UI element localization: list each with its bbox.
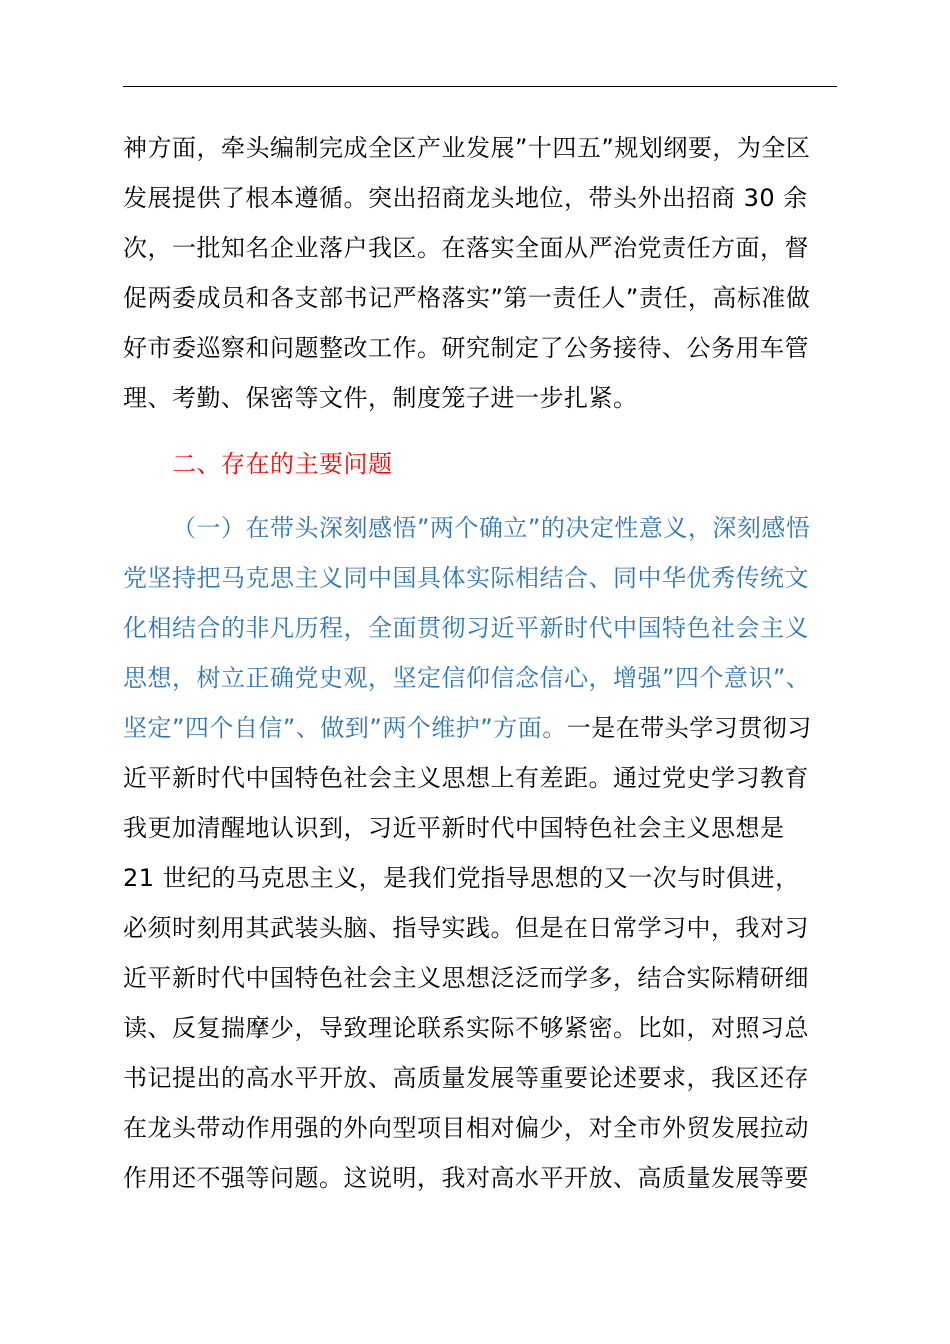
paragraph-line-mixed: [123, 713, 812, 743]
paragraph-line: 我更加清醒地认识到，习近平新时代中国特色社会主义思想是: [123, 814, 785, 842]
paragraph-line-blue: 党坚持把马克思主义同中国具体实际相结合、同中华优秀传统文: [123, 564, 809, 592]
paragraph-line-blue-segment: 坚定”四个自信”、做到”两个维护”方面。: [123, 714, 567, 742]
paragraph-line: 21 世纪的马克思主义，是我们党指导思想的又一次与时俱进，: [123, 864, 800, 892]
paragraph-line-black-segment: 一是在带头学习贯彻习: [566, 714, 812, 742]
section-heading: 二、存在的主要问题: [172, 450, 393, 478]
paragraph-line: 必须时刻用其武装头脑、指导实践。但是在日常学习中，我对习: [123, 914, 809, 942]
paragraph-line: 次，一批知名企业落户我区。在落实全面从严治党责任方面，督: [123, 234, 809, 262]
paragraph-line: 书记提出的高水平开放、高质量发展等重要论述要求，我区还存: [123, 1064, 809, 1092]
paragraph-line: 在龙头带动作用强的外向型项目相对偏少，对全市外贸发展拉动: [123, 1114, 809, 1142]
header-rule: [123, 86, 837, 87]
paragraph-line: 好市委巡察和问题整改工作。研究制定了公务接待、公务用车管: [123, 334, 809, 362]
paragraph-line: 促两委成员和各支部书记严格落实”第一责任人”责任，高标准做: [123, 284, 811, 312]
paragraph-line: 理、考勤、保密等文件，制度笼子进一步扎紧。: [123, 384, 638, 412]
paragraph-line-blue: 思想，树立正确党史观，坚定信仰信念信心，增强”四个意识”、: [123, 664, 811, 692]
paragraph-line: 发展提供了根本遵循。突出招商龙头地位，带头外出招商 30 余: [123, 184, 808, 212]
paragraph-line: 近平新时代中国特色社会主义思想上有差距。通过党史学习教育: [123, 764, 809, 792]
paragraph-line: 读、反复揣摩少，导致理论联系实际不够紧密。比如，对照习总: [123, 1014, 809, 1042]
paragraph-line-blue: （一）在带头深刻感悟”两个确立”的决定性意义，深刻感悟: [172, 514, 811, 542]
paragraph-line: 近平新时代中国特色社会主义思想泛泛而学多，结合实际精研细: [123, 964, 809, 992]
paragraph-line-blue: 化相结合的非凡历程，全面贯彻习近平新时代中国特色社会主义: [123, 614, 809, 642]
paragraph-line: 神方面，牵头编制完成全区产业发展”十四五”规划纲要，为全区: [123, 134, 811, 162]
paragraph-line: 作用还不强等问题。这说明，我对高水平开放、高质量发展等要: [123, 1164, 809, 1192]
